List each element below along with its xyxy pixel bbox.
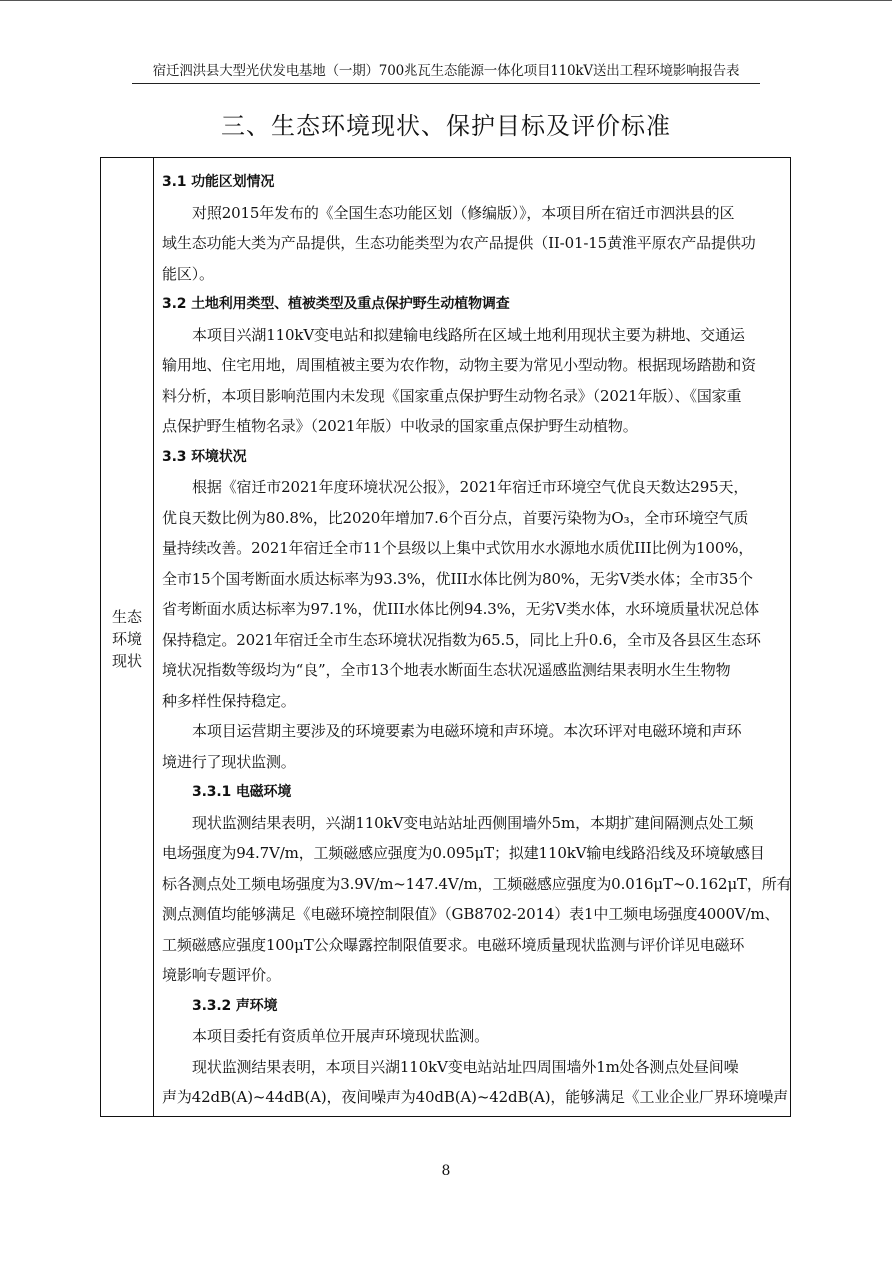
heading-3-3-2: 3.3.2 声环境	[192, 997, 278, 1014]
heading-3-3: 3.3 环境状况	[162, 448, 247, 465]
text-line: 域生态功能大类为产品提供，生态功能类型为农产品提供（II-01-15黄淮平原农产品提供功	[162, 234, 756, 252]
heading-3-1: 3.1 功能区划情况	[162, 174, 275, 190]
text-line: 保持稳定。2021年宿迁全市生态环境状况指数为65.5，同比上升0.6，全市及各县区生态环	[162, 630, 761, 649]
text-line: 现状监测结果表明，本项目兴湖110kV变电站站址四周围墙外1m处各测点处昼间噪	[192, 1057, 739, 1076]
text-line: 能区）。	[162, 264, 214, 283]
text-line: 省考断面水质达标率为97.1%，优III水体比例94.3%，无劣V类水体，水环境质量状况总体	[162, 600, 760, 618]
page-top-edge	[0, 0, 892, 1]
header-rule	[132, 83, 760, 84]
text-line: 输用地、住宅用地，周围植被主要为农作物，动物主要为常见小型动物。根据现场踏勘和资	[162, 356, 757, 374]
text-line: 点保护野生植物名录》（2021年版）中收录的国家重点保护野生动植物。	[162, 417, 638, 435]
text-line: 工频磁感应强度100μT公众曝露控制限值要求。电磁环境质量现状监测与评价详见电磁环	[162, 935, 745, 954]
text-line: 本项目委托有资质单位开展声环境现状监测。	[192, 1027, 490, 1045]
row-label	[101, 606, 153, 672]
text-line: 现状监测结果表明，兴湖110kV变电站站址西侧围墙外5m，本期扩建间隔测点处工频	[192, 813, 754, 832]
text-line: 境进行了现状监测。	[162, 752, 296, 771]
row-label-line: 环境	[111, 630, 142, 648]
text-line: 标各测点处工频电场强度为3.9V/m~147.4V/m，工频磁感应强度为0.016μT~0.162μT，所有	[162, 874, 792, 893]
heading-3-2: 3.2 土地利用类型、植被类型及重点保护野生动植物调查	[162, 296, 510, 312]
text-line: 对照2015年发布的《全国生态功能区划（修编版）》，本项目所在宿迁市泗洪县的区	[192, 203, 735, 222]
row-label-line: 现状	[111, 652, 142, 670]
text-line: 测点测值均能够满足《电磁环境控制限值》（GB8702-2014）表1中工频电场强度4000V/m、	[162, 905, 780, 923]
document-header: 宿迁泗洪县大型光伏发电基地（一期）700兆瓦生态能源一体化项目110kV送出工程环境影响报告表	[152, 63, 740, 79]
text-line: 根据《宿迁市2021年度环境状况公报》，2021年宿迁市环境空气优良天数达295天，	[192, 478, 749, 496]
text-line: 全市15个国考断面水质达标率为93.3%，优III水体比例为80%，无劣V类水体；全市35个	[162, 569, 753, 588]
text-line: 境状况指数等级均为“良”，全市13个地表水断面生态状况遥感监测结果表明水生生物物	[162, 661, 731, 679]
text-line: 料分析，本项目影响范围内未发现《国家重点保护野生动物名录》（2021年版）、《国家重	[162, 386, 742, 405]
text-line: 声为42dB(A)~44dB(A)，夜间噪声为40dB(A)~42dB(A)，能够满足《工业企业厂界环境噪声	[162, 1088, 789, 1106]
content-table	[100, 157, 791, 1117]
text-line: 本项目兴湖110kV变电站和拟建输电线路所在区域土地利用现状主要为耕地、交通运	[192, 325, 745, 344]
heading-3-3-1: 3.3.1 电磁环境	[192, 784, 292, 800]
text-line: 种多样性保持稳定。	[162, 691, 296, 710]
content-cell	[162, 167, 792, 1113]
text-line: 境影响专题评价。	[162, 966, 281, 984]
text-line: 量持续改善。2021年宿迁全市11个县级以上集中式饮用水水源地水质优III比例为100%，	[162, 539, 754, 557]
row-label-line: 生态	[111, 608, 142, 626]
text-line: 本项目运营期主要涉及的环境要素为电磁环境和声环境。本次环评对电磁环境和声环	[192, 722, 742, 740]
row-label-cell	[101, 158, 154, 1116]
page-number: 8	[441, 1163, 451, 1179]
text-line: 电场强度为94.7V/m，工频磁感应强度为0.095μT；拟建110kV输电线路沿线及环境敏感目	[162, 844, 765, 862]
section-title: 三、生态环境现状、保护目标及评价标准	[221, 112, 671, 140]
text-line: 优良天数比例为80.8%，比2020年增加7.6个百分点，首要污染物为O₃，全市环境空气质	[162, 508, 749, 527]
